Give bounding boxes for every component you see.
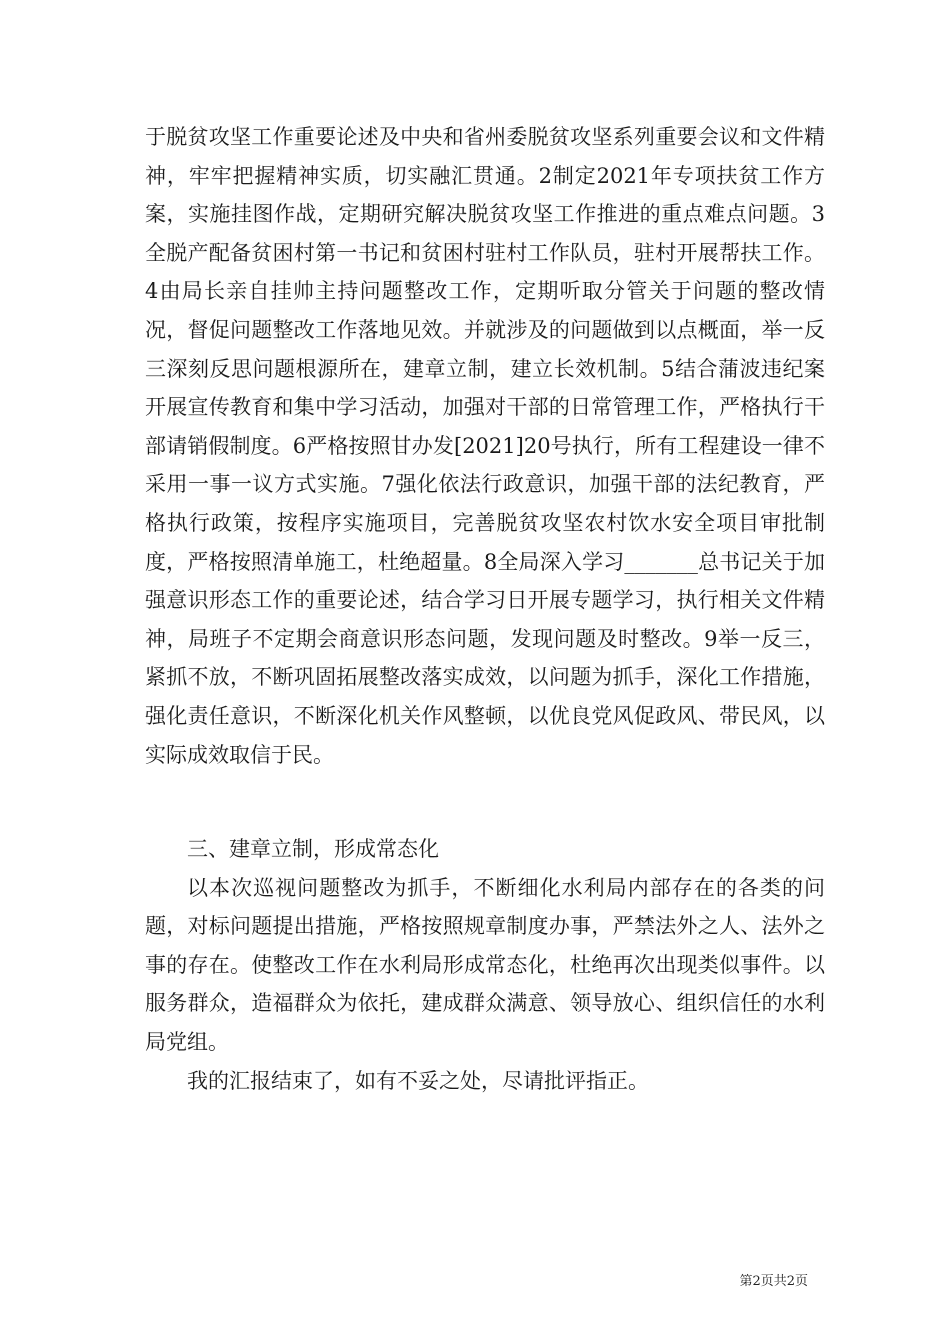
page-number: 第2页共2页 [739, 1274, 808, 1289]
continuation-paragraph: 于脱贫攻坚工作重要论述及中央和省州委脱贫攻坚系列重要会议和文件精神，牢牢把握精神实质，切实融汇贯通。2制定2021年专项扶贫工作方案，实施挂图作战，定期研究解决脱贫攻坚工作推进的重点难点问题。3全脱产配备贫困村第一书记和贫困村驻村工作队员，驻村开展帮扶工作。4由局长亲自挂帅主持问题整改工作，定期听取分管关于问题的整改情况，督促问题整改工作落地见效。并就涉及的问题做到以点概面，举一反三深刻反思问题根源所在，建章立制，建立长效机制。5结合蒲波违纪案开展宣传教育和集中学习活动，加强对干部的日常管理工作，严格执行干部请销假制度。6严格按照甘办发[2021]20号执行，所有工程建设一律不采用一事一议方式实施。7强化依法行政意识，加强干部的法纪教育，严格执行政策，按程序实施项目，完善脱贫攻坚农村饮水安全项目审批制度，严格按照清单施工，杜绝超量。8全局深入学习_______总书记关于加强意识形态工作的重要论述，结合学习日开展专题学习，执行相关文件精神，局班子不定期会商意识形态问题，发现问题及时整改。9举一反三，紧抓不放，不断巩固拓展整改落实成效，以问题为抓手，深化工作措施，强化责任意识，不断深化机关作风整顿，以优良党风促政风、带民风，以实际成效取信于民。 [145, 125, 825, 767]
document-body [145, 118, 825, 1100]
section-paragraph: 以本次巡视问题整改为抓手，不断细化水利局内部存在的各类的问题，对标问题提出措施，严格按照规章制度办事，严禁法外之人、法外之事的存在。使整改工作在水利局形成常态化，杜绝再次出现类似事件。以服务群众，造福群众为依托，建成群众满意、领导放心、组织信任的水利局党组。 [145, 875, 825, 1055]
section-heading: 三、建章立制，形成常态化 [187, 837, 439, 862]
closing-paragraph: 我的汇报结束了，如有不妥之处，尽请批评指正。 [187, 1068, 649, 1093]
